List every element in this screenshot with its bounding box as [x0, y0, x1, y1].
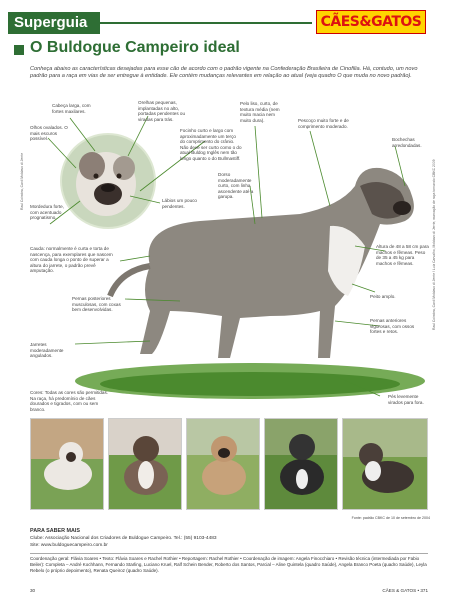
- photo-4: [264, 418, 338, 510]
- more-info-heading: PARA SABER MAIS: [30, 528, 81, 534]
- photo-credit-left: Raul Coimbra, Canil Moldavo di Jerrie: [20, 152, 24, 210]
- header-rule: [100, 22, 312, 24]
- site-info: Site: www.buldoguecampeiro.com.br: [30, 543, 108, 548]
- source-note: Fonte: padrão CBKC de 10 de setembro de 2004: [351, 516, 430, 520]
- credits-paragraph: Coordenação geral: Flávia Soares • Texto: Flávia Soares e Rachel Rothier • Reportagem: Rachel Rothier • Coordenação de imagem: Angela Finocchiaro • Revisão técnica (intermediada por Fabio Beiler): Completa – André Kochhann, Fernando Starling, Luciano Kruel, Ralf Schein Bender, Roberto dos Santos, Parcial – Aline Quintela (quadro Saúde), Angela Branco Poeta (quadro Saúde), Leyla Rebelo (o próprio depoimento), Renata Queiroz (quadro Saúde).: [30, 556, 427, 573]
- label-cauda: Cauda: normalmente é curta e torta de nascença, para exemplares que nascem com cauda longa o ponto de superar a altura do jarrete, o padrão prevê amputação.: [30, 246, 113, 274]
- label-cabeca: Cabeça larga, com fortes maxilares.: [52, 103, 91, 114]
- photo-credit-right: Raul Coimbra, Canil Moldavo di Jerrie / Luiz Carvalho, Moldavo di Jerrie, marcação de raça tornando CBKC 2009: [432, 159, 436, 330]
- footer-separator: [30, 553, 428, 554]
- label-pescoco: Pescoço muito forte e de comprimento moderado.: [298, 118, 349, 129]
- label-orelhas: Orelhas pequenas, implantadas no alto, portadas pendentes ou viradas para trás.: [138, 100, 185, 122]
- page-title: O Buldogue Campeiro ideal: [30, 39, 240, 56]
- photo-5: [342, 418, 428, 510]
- intro-paragraph: Conheça abaixo as características desejadas para esse cão de acordo com o padrão vigente na Confederação Brasileira de Cinofilia. Há, contudo, um novo padrão para a raça em vias de ser entregue à entidade. Ele contém mudanças relevantes em relação ao atual (veja quadro O que muda no novo padrão).: [30, 66, 418, 79]
- photo-2: [108, 418, 182, 510]
- photo-3: [186, 418, 260, 510]
- page-number-right: CÃES & GATOS • 371: [382, 588, 428, 593]
- photo-1: [30, 418, 104, 510]
- label-cores: Cores: Todas as cores são permitidas. Na raça, há predomínio de cães dourados e tigrados, com ou sem branco.: [30, 390, 109, 412]
- label-posteriores: Pernas posteriores musculosas, com coxas bem desenvolvidas.: [72, 296, 121, 313]
- label-pelo: Pelo liso, curto, de textura média (nem muito macia nem muito dura).: [240, 101, 280, 123]
- label-anteriores: Pernas anteriores vigorosas, com ossos fortes e retos.: [370, 318, 415, 335]
- label-labios: Lábios um pouco pendentes.: [162, 198, 197, 209]
- label-focinho: Focinho curto e largo com aproximadamente um terço do comprimento do crânio. Não deve ser curto como o do atual Buldog Inglês nem tão longo quanto o do Bullmastiff.: [180, 128, 242, 161]
- club-info: Clube: Associação Nacional dos Criadores de Buldogue Campeiro. Tel.: (55) 9103-4483: [30, 536, 217, 541]
- label-jarretes: Jarretes moderadamente angulados.: [30, 342, 64, 359]
- label-altura: Altura de 48 a 58 cm para machos e fêmeas. Peso de 35 a 45 kg para machos e fêmeas.: [376, 244, 429, 266]
- label-dorso: Dorso moderadamente curto, com linha ascendente até a garupa.: [218, 172, 254, 200]
- logo-text: CÃES&GATOS: [320, 14, 422, 30]
- magazine-logo: [316, 10, 426, 34]
- page-number-left: 30: [30, 588, 36, 593]
- label-pes: Pés levemente virados para fora.: [388, 394, 424, 405]
- title-bullet: [14, 45, 24, 55]
- label-olhos: Olhos ovalados. O mais escuros possível.: [30, 125, 68, 142]
- section-label: Superguia: [8, 12, 100, 34]
- label-mordedura: Mordedura forte, com acentuado prognatismo.: [30, 204, 64, 221]
- label-peito: Peito amplo.: [370, 294, 396, 299]
- label-bochechas: Bochechas arredondadas.: [392, 137, 422, 148]
